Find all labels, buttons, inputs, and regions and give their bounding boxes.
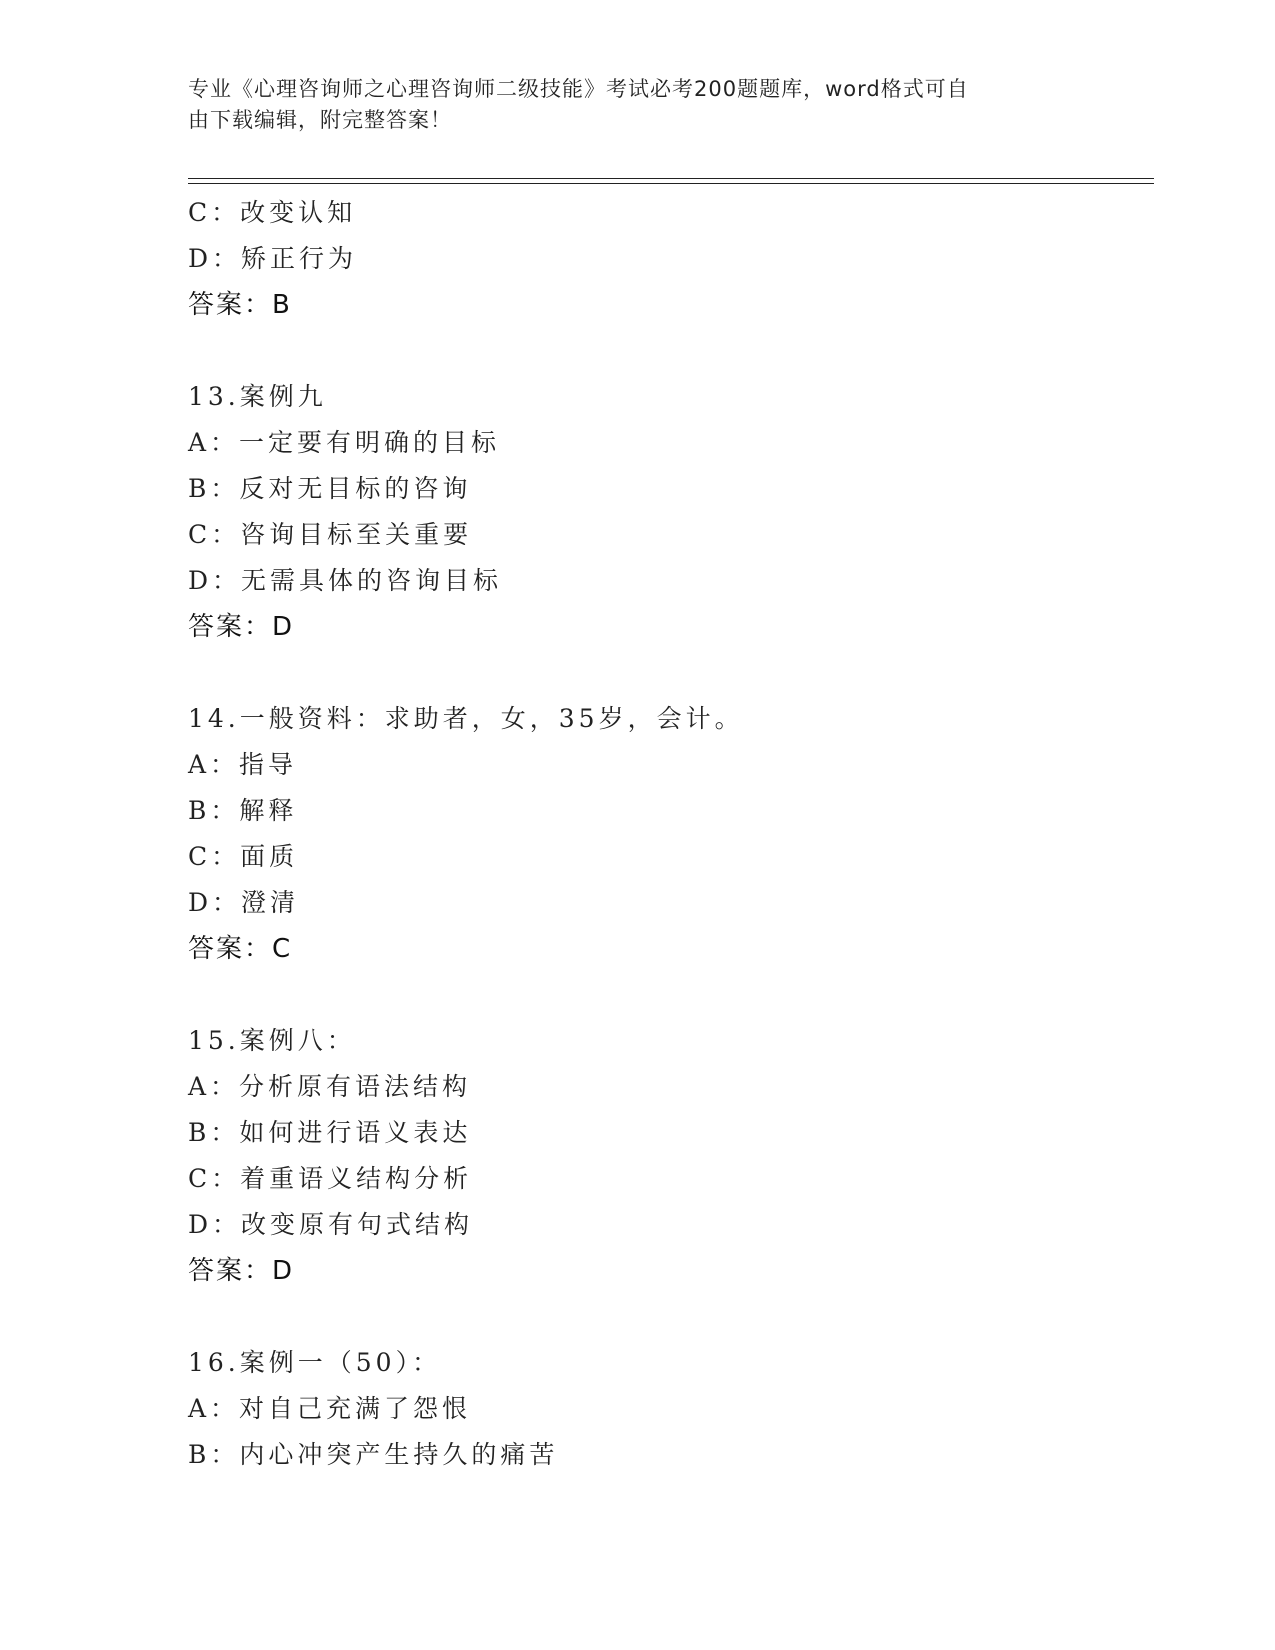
question-16	[188, 1340, 1148, 1478]
spacer	[188, 1294, 1148, 1340]
option-a: A：指导	[188, 750, 298, 779]
answer-line: 答案：D	[188, 1256, 295, 1286]
option-b: B：内心冲突产生持久的痛苦	[188, 1440, 559, 1469]
option-b: B：解释	[188, 796, 298, 825]
option-c: C：着重语义结构分析	[188, 1164, 473, 1193]
option-d: D：矫正行为	[188, 244, 358, 273]
spacer	[188, 972, 1148, 1018]
option-a: A：分析原有语法结构	[188, 1072, 472, 1101]
option-a: A：对自己充满了怨恨	[188, 1394, 472, 1423]
header-divider-top	[188, 178, 1154, 179]
answer-line: 答案：D	[188, 612, 295, 642]
header-line-1: 专业《心理咨询师之心理咨询师二级技能》考试必考200题题库，word格式可自	[188, 77, 969, 101]
question-title: 13.案例九	[188, 382, 327, 411]
option-d: D：改变原有句式结构	[188, 1210, 474, 1239]
spacer	[188, 650, 1148, 696]
header-divider-bottom	[188, 183, 1154, 184]
document-header	[188, 74, 1068, 136]
option-a: A：一定要有明确的目标	[188, 428, 501, 457]
option-b: B：反对无目标的咨询	[188, 474, 472, 503]
option-c: C：咨询目标至关重要	[188, 520, 473, 549]
question-15	[188, 1018, 1148, 1294]
spacer	[188, 328, 1148, 374]
question-14	[188, 696, 1148, 972]
answer-line: 答案：B	[188, 290, 292, 320]
question-13	[188, 374, 1148, 650]
option-c: C：面质	[188, 842, 299, 871]
question-title: 15.案例八：	[188, 1026, 356, 1055]
option-d: D：无需具体的咨询目标	[188, 566, 503, 595]
question-title: 14.一般资料：求助者，女，35岁，会计。	[188, 704, 744, 733]
answer-line: 答案：C	[188, 934, 293, 964]
option-b: B：如何进行语义表达	[188, 1118, 472, 1147]
question-list	[188, 190, 1148, 1478]
header-line-2: 由下载编辑，附完整答案！	[188, 108, 452, 132]
question-title: 16.案例一（50）：	[188, 1348, 442, 1377]
option-c: C：改变认知	[188, 198, 357, 227]
question-12-continued	[188, 190, 1148, 328]
option-d: D：澄清	[188, 888, 300, 917]
